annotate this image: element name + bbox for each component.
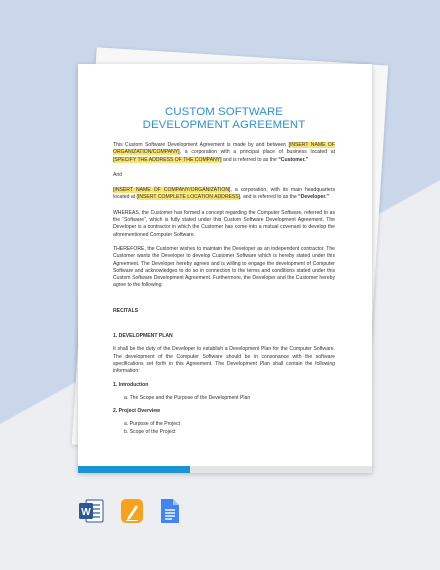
and-paragraph: And <box>113 171 123 178</box>
document-title <box>113 106 335 132</box>
footer-gray-bar <box>190 466 372 473</box>
project-overview-heading: 2. Project Overview <box>113 408 161 415</box>
party-text: , and is referred to as the <box>240 194 299 201</box>
document-page <box>78 64 372 473</box>
intro-text: , a corporation with a principal place of business located at <box>179 149 335 156</box>
placeholder-company-name: [INSERT NAME OF COMPANY/ORGANIZATION] <box>113 187 231 194</box>
whereas-paragraph: WHEREAS, the Customer has formed a concept regarding the Computer Software, referred to as the “Software”, which is fully stated under this Custom Software Development Agreement. The Developer is a contractor in which the Customer has come into a mutual covenant to develop the aforementioned Computer Software. <box>113 209 335 238</box>
pages-icon[interactable] <box>120 498 144 524</box>
list-item: a. The Scope and the Purpose of the Development Plan <box>124 394 251 401</box>
footer-accent-bar <box>78 466 190 473</box>
title-line-2: DEVELOPMENT AGREEMENT <box>142 119 306 131</box>
developer-party-paragraph <box>113 187 335 202</box>
intro-text: This Custom Software Development Agreement is made by and between <box>113 142 289 148</box>
placeholder-organization-name: [INSERT NAME OF ORGANIZATION/COMPANY] <box>113 142 336 156</box>
placeholder-company-address: [SPECIFY THE ADDRESS OF THE COMPANY] <box>113 156 222 163</box>
therefore-paragraph: THEREFORE, the Customer wishes to maintain the Developer as an independent contractor. The Customer wants the Developer to develop Customer Software which is hereby stated under this Agreement. The Developer hereby agrees and is willing to engage the development of Computer Software and acknowledges to do so in connection to the terms and conditions stated under this Custom Software Development Agreement. Furthermore, the Developer and the Customer hereby agree to the following: <box>113 245 335 289</box>
developer-term: “Developer.” <box>298 194 330 201</box>
intro-paragraph <box>113 142 335 164</box>
google-docs-icon[interactable] <box>160 498 180 524</box>
introduction-heading: 1. Introduction <box>113 381 149 388</box>
list-item: b. Scope of the Project <box>124 428 176 435</box>
list-item: a. Purpose of the Project <box>124 421 181 428</box>
intro-text: and is referred to as the <box>221 156 279 163</box>
word-icon[interactable] <box>78 498 104 524</box>
party-text: , a corporation, with its main headquarters located at <box>113 187 335 201</box>
word-icon-letter: W <box>81 507 91 518</box>
title-line-1: CUSTOM SOFTWARE <box>165 106 283 118</box>
placeholder-location-address: [INSERT COMPLETE LOCATION ADDRESS] <box>136 194 241 201</box>
development-plan-heading: 1. DEVELOPMENT PLAN <box>113 333 173 340</box>
development-plan-paragraph: It shall be the duty of the Developer to establish a Development Plan for the Computer Software. The development of the Computer Software should be in consonance with the software specifications set forth in this Agreement. The Development Plan shall contain the following information: <box>113 346 335 375</box>
customer-term: “Customer.” <box>278 156 309 163</box>
recitals-heading: RECITALS <box>113 307 139 314</box>
